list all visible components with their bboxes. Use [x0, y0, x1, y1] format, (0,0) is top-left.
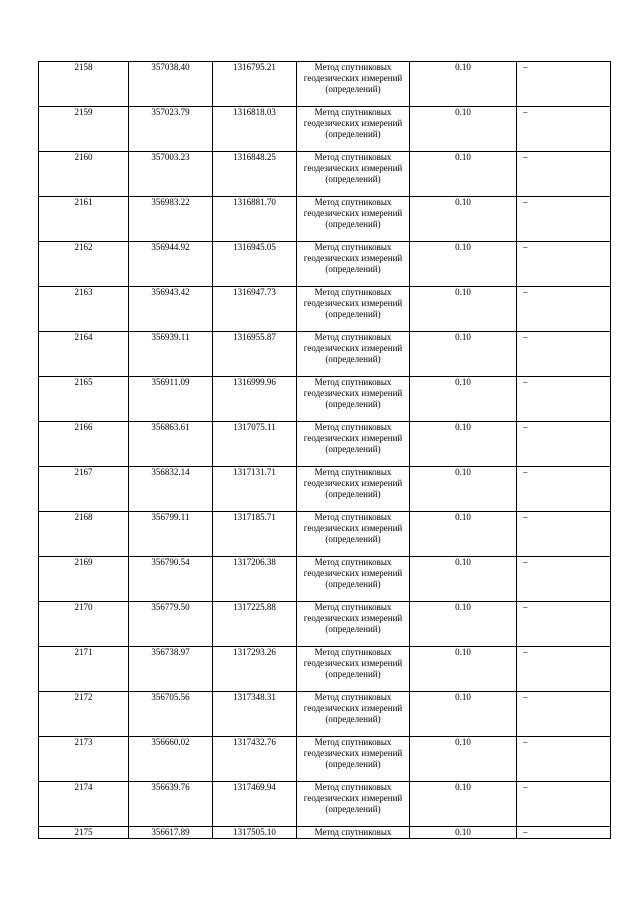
x-coordinate-cell: 356779.50	[129, 602, 213, 647]
table-row	[39, 827, 611, 839]
method-cell: Метод спутниковых геодезических измерений (определений)	[297, 512, 410, 557]
method-cell: Метод спутниковых геодезических измерений (определений)	[297, 152, 410, 197]
accuracy-cell: 0.10	[410, 557, 517, 602]
accuracy-cell: 0.10	[410, 737, 517, 782]
point-number-cell: 2167	[39, 467, 129, 512]
method-cell: Метод спутниковых геодезических измерений (определений)	[297, 422, 410, 467]
y-coordinate-cell: 1317206.38	[213, 557, 297, 602]
point-number-cell: 2159	[39, 107, 129, 152]
accuracy-cell: 0.10	[410, 287, 517, 332]
note-cell: –	[517, 692, 611, 737]
point-number-cell: 2163	[39, 287, 129, 332]
y-coordinate-cell: 1316945.05	[213, 242, 297, 287]
note-cell: –	[517, 242, 611, 287]
note-cell: –	[517, 152, 611, 197]
y-coordinate-cell: 1317185.71	[213, 512, 297, 557]
method-cell: Метод спутниковых геодезических измерений (определений)	[297, 287, 410, 332]
note-cell: –	[517, 647, 611, 692]
accuracy-cell: 0.10	[410, 377, 517, 422]
table-row	[39, 782, 611, 827]
y-coordinate-cell: 1317469.94	[213, 782, 297, 827]
table-row	[39, 242, 611, 287]
point-number-cell: 2164	[39, 332, 129, 377]
y-coordinate-cell: 1316795.21	[213, 62, 297, 107]
x-coordinate-cell: 356943.42	[129, 287, 213, 332]
x-coordinate-cell: 356639.76	[129, 782, 213, 827]
x-coordinate-cell: 356617.89	[129, 827, 213, 839]
method-cell: Метод спутниковых геодезических измерений (определений)	[297, 557, 410, 602]
table-row	[39, 692, 611, 737]
table-row	[39, 377, 611, 422]
accuracy-cell: 0.10	[410, 152, 517, 197]
method-cell: Метод спутниковых геодезических измерений (определений)	[297, 377, 410, 422]
method-cell: Метод спутниковых геодезических измерений (определений)	[297, 197, 410, 242]
note-cell: –	[517, 557, 611, 602]
y-coordinate-cell: 1317131.71	[213, 467, 297, 512]
accuracy-cell: 0.10	[410, 512, 517, 557]
x-coordinate-cell: 356660.02	[129, 737, 213, 782]
y-coordinate-cell: 1316848.25	[213, 152, 297, 197]
y-coordinate-cell: 1317432.76	[213, 737, 297, 782]
method-cell: Метод спутниковых геодезических измерений (определений)	[297, 332, 410, 377]
table-row	[39, 737, 611, 782]
accuracy-cell: 0.10	[410, 467, 517, 512]
point-number-cell: 2169	[39, 557, 129, 602]
table-row	[39, 557, 611, 602]
note-cell: –	[517, 512, 611, 557]
y-coordinate-cell: 1316947.73	[213, 287, 297, 332]
accuracy-cell: 0.10	[410, 107, 517, 152]
note-cell: –	[517, 287, 611, 332]
y-coordinate-cell: 1317225.88	[213, 602, 297, 647]
note-cell: –	[517, 377, 611, 422]
point-number-cell: 2173	[39, 737, 129, 782]
table-row	[39, 602, 611, 647]
table-row	[39, 197, 611, 242]
note-cell: –	[517, 827, 611, 839]
note-cell: –	[517, 197, 611, 242]
x-coordinate-cell: 356790.54	[129, 557, 213, 602]
table-row	[39, 62, 611, 107]
accuracy-cell: 0.10	[410, 332, 517, 377]
y-coordinate-cell: 1316955.87	[213, 332, 297, 377]
table-row	[39, 422, 611, 467]
accuracy-cell: 0.10	[410, 827, 517, 839]
point-number-cell: 2172	[39, 692, 129, 737]
accuracy-cell: 0.10	[410, 602, 517, 647]
x-coordinate-cell: 356799.11	[129, 512, 213, 557]
point-number-cell: 2158	[39, 62, 129, 107]
point-number-cell: 2162	[39, 242, 129, 287]
note-cell: –	[517, 467, 611, 512]
point-number-cell: 2171	[39, 647, 129, 692]
accuracy-cell: 0.10	[410, 197, 517, 242]
accuracy-cell: 0.10	[410, 647, 517, 692]
table-body	[39, 62, 611, 839]
method-cell: Метод спутниковых геодезических измерений (определений)	[297, 242, 410, 287]
y-coordinate-cell: 1316881.70	[213, 197, 297, 242]
x-coordinate-cell: 356832.14	[129, 467, 213, 512]
point-number-cell: 2175	[39, 827, 129, 839]
accuracy-cell: 0.10	[410, 782, 517, 827]
point-number-cell: 2170	[39, 602, 129, 647]
table-row	[39, 107, 611, 152]
note-cell: –	[517, 737, 611, 782]
note-cell: –	[517, 602, 611, 647]
x-coordinate-cell: 357038.40	[129, 62, 213, 107]
method-cell: Метод спутниковых геодезических измерений (определений)	[297, 62, 410, 107]
point-number-cell: 2160	[39, 152, 129, 197]
point-number-cell: 2165	[39, 377, 129, 422]
method-cell: Метод спутниковых геодезических измерений (определений)	[297, 467, 410, 512]
y-coordinate-cell: 1317505.10	[213, 827, 297, 839]
method-cell: Метод спутниковых геодезических измерений (определений)	[297, 602, 410, 647]
accuracy-cell: 0.10	[410, 422, 517, 467]
method-cell: Метод спутниковых геодезических измерений (определений)	[297, 647, 410, 692]
y-coordinate-cell: 1317075.11	[213, 422, 297, 467]
y-coordinate-cell: 1317348.31	[213, 692, 297, 737]
point-number-cell: 2168	[39, 512, 129, 557]
x-coordinate-cell: 356944.92	[129, 242, 213, 287]
table-row	[39, 512, 611, 557]
table-row	[39, 332, 611, 377]
point-number-cell: 2161	[39, 197, 129, 242]
note-cell: –	[517, 107, 611, 152]
x-coordinate-cell: 356939.11	[129, 332, 213, 377]
table-row	[39, 647, 611, 692]
method-cell: Метод спутниковых геодезических измерений (определений)	[297, 782, 410, 827]
x-coordinate-cell: 357023.79	[129, 107, 213, 152]
table-row	[39, 287, 611, 332]
x-coordinate-cell: 357003.23	[129, 152, 213, 197]
coordinates-table	[38, 61, 611, 839]
x-coordinate-cell: 356863.61	[129, 422, 213, 467]
method-cell: Метод спутниковых	[297, 827, 410, 839]
note-cell: –	[517, 332, 611, 377]
note-cell: –	[517, 782, 611, 827]
table-row	[39, 152, 611, 197]
x-coordinate-cell: 356738.97	[129, 647, 213, 692]
table-row	[39, 467, 611, 512]
y-coordinate-cell: 1316818.03	[213, 107, 297, 152]
point-number-cell: 2174	[39, 782, 129, 827]
accuracy-cell: 0.10	[410, 242, 517, 287]
y-coordinate-cell: 1317293.26	[213, 647, 297, 692]
note-cell: –	[517, 422, 611, 467]
y-coordinate-cell: 1316999.96	[213, 377, 297, 422]
accuracy-cell: 0.10	[410, 62, 517, 107]
note-cell: –	[517, 62, 611, 107]
x-coordinate-cell: 356911.09	[129, 377, 213, 422]
accuracy-cell: 0.10	[410, 692, 517, 737]
method-cell: Метод спутниковых геодезических измерений (определений)	[297, 107, 410, 152]
x-coordinate-cell: 356983.22	[129, 197, 213, 242]
point-number-cell: 2166	[39, 422, 129, 467]
method-cell: Метод спутниковых геодезических измерений (определений)	[297, 692, 410, 737]
method-cell: Метод спутниковых геодезических измерений (определений)	[297, 737, 410, 782]
x-coordinate-cell: 356705.56	[129, 692, 213, 737]
